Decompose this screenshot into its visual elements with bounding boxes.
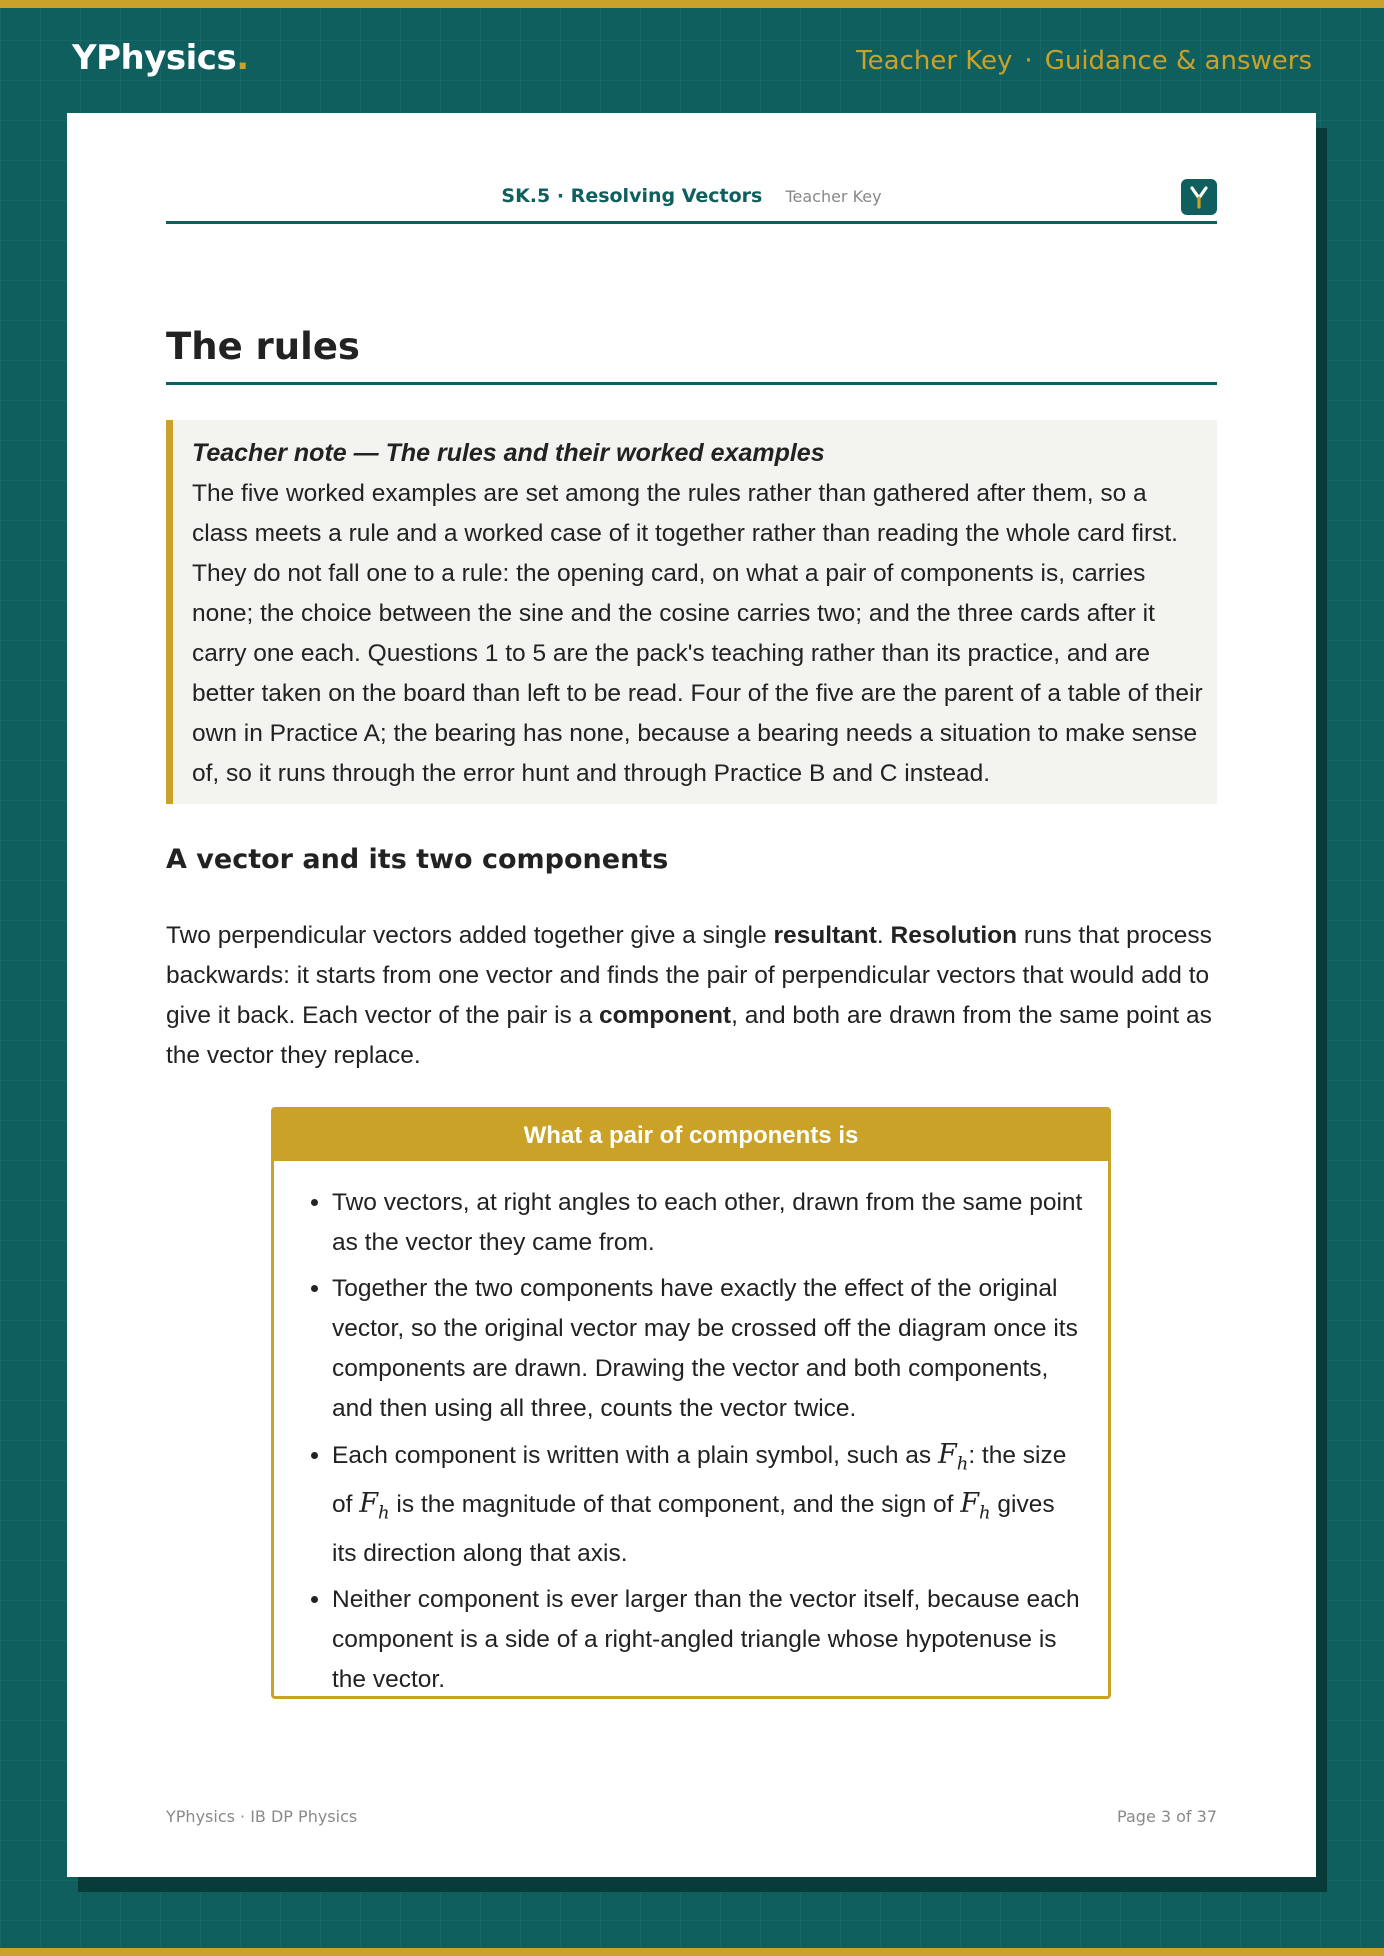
mode-subtitle: Guidance & answers xyxy=(1044,46,1312,76)
math-symbol xyxy=(359,1488,390,1524)
list-item: • Together the two components have exactly the effect of the original vector, so the original vector may be crossed off the diagram once its components are drawn. Drawing the vector and both components, and then using all three, counts the vector twice. xyxy=(332,1269,1084,1429)
page-number: Page 3 of 37 xyxy=(1117,1807,1217,1826)
top-accent-stripe xyxy=(0,0,1384,8)
intro-text: Two perpendicular vectors added together give a single xyxy=(166,922,774,949)
term-resolution: Resolution xyxy=(890,922,1018,949)
mode-separator: · xyxy=(1024,46,1033,76)
intro-text: runs that process backwards: it starts from one vector and finds the pair of perpendicular vectors that would add to give it back. Each vector of the pair is a xyxy=(166,922,1212,1029)
teacher-note xyxy=(166,420,1217,804)
list-item-text: Each component is written with a plain symbol, such as xyxy=(332,1442,938,1469)
math-symbol xyxy=(960,1488,991,1524)
teacher-note-title: Teacher note — The rules and their worked examples xyxy=(192,439,825,467)
subsection-title: A vector and its two components xyxy=(166,844,669,875)
intro-text: . xyxy=(876,922,891,949)
site-brand[interactable] xyxy=(72,38,249,78)
y-logo-icon xyxy=(1181,179,1217,215)
math-symbol-subscript: h xyxy=(377,1502,390,1524)
math-symbol xyxy=(937,1439,969,1475)
math-symbol-letter: F xyxy=(937,1439,957,1470)
list-item: • Two vectors, at right angles to each other, drawn from the same point as the vector they came from. xyxy=(332,1183,1084,1263)
intro-text: , and both are drawn from the same point as the vector they replace. xyxy=(166,1002,1212,1069)
math-symbol-subscript: h xyxy=(956,1453,969,1475)
term-resultant: resultant xyxy=(773,922,877,949)
page-footer xyxy=(166,1807,1217,1826)
brand-name: YPhysics xyxy=(72,38,237,78)
list-item xyxy=(332,1435,1084,1574)
footer-left: YPhysics · IB DP Physics xyxy=(166,1807,358,1826)
definition-list xyxy=(274,1183,1084,1699)
bottom-accent-stripe xyxy=(0,1948,1384,1956)
list-item-text: is the magnitude of that component, and the sign of xyxy=(389,1491,961,1519)
intro-paragraph xyxy=(166,916,1217,1076)
teacher-note-body: The five worked examples are set among the rules rather than gathered after them, so a class meets a rule and a worked case of it together rather than reading the whole card first. They do not fall one to a rule: the opening card, on what a pair of components is, carries none; the choice between the sine and the cosine carries two; and the three cards after it carry one each. Questions 1 to 5 are the pack's teaching rather than its practice, and are better taken on the board than left to be read. Four of the five are the parent of a table of their own in Practice A; the bearing has none, because a bearing needs a situation to make sense of, so it runs through the error hunt and through Practice B and C instead. xyxy=(192,480,1203,787)
math-symbol-letter: F xyxy=(359,1488,378,1520)
brand-dot: . xyxy=(236,38,249,78)
document-page xyxy=(67,113,1316,1877)
math-symbol-subscript: h xyxy=(979,1502,991,1524)
list-item-text: : the size of xyxy=(332,1442,1067,1519)
term-component: component xyxy=(599,1002,732,1029)
math-symbol-letter: F xyxy=(960,1488,979,1520)
definition-box-title: What a pair of components is xyxy=(274,1110,1108,1161)
section-title: The rules xyxy=(166,325,1217,385)
running-header-subtitle: Teacher Key xyxy=(785,187,882,206)
mode-title: Teacher Key xyxy=(856,46,1013,76)
list-item: • Neither component is ever larger than the vector itself, because each component is a side of a right-angled triangle whose hypotenuse is the vector. xyxy=(332,1580,1084,1699)
running-header xyxy=(166,167,1217,224)
list-item-text: gives its direction along that axis. xyxy=(332,1491,1055,1567)
mode-label xyxy=(856,46,1312,76)
running-header-title: SK.5 · Resolving Vectors xyxy=(501,185,763,207)
definition-box xyxy=(271,1107,1111,1699)
